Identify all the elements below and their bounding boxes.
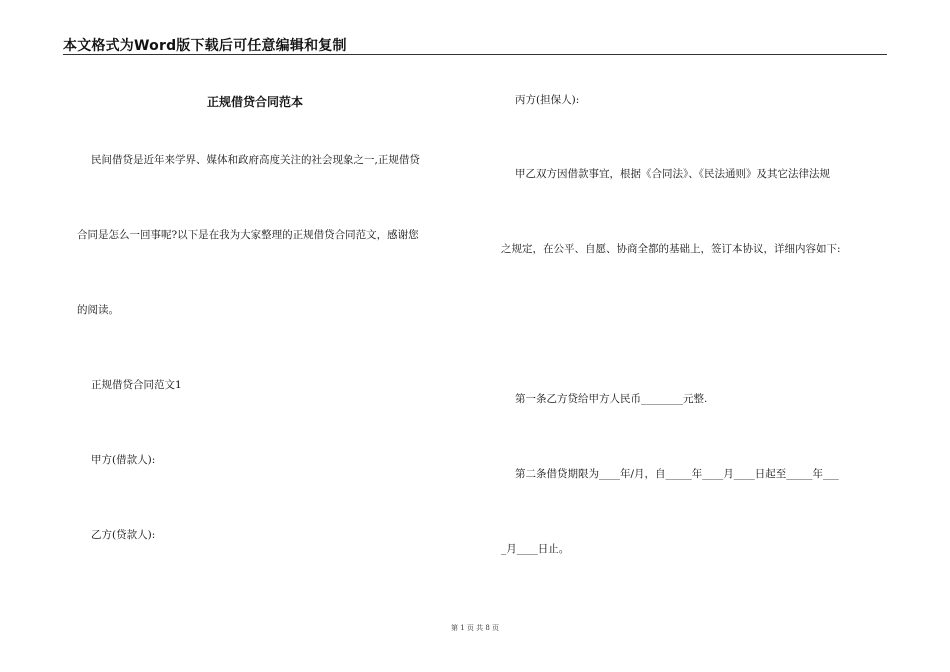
clause-line: _月____日止。: [501, 543, 570, 555]
paragraph-line: 的阅读。: [77, 304, 119, 316]
header-text: 本文格式为Word版下载后可任意编辑和复制: [63, 38, 347, 54]
paragraph-line: 民间借贷是近年来学界、媒体和政府高度关注的社会现象之一,正规借贷: [91, 154, 420, 166]
paragraph-line: 之规定，在公平、自愿、协商全都的基础上，签订本协议，详细内容如下:: [501, 243, 841, 255]
page-footer: 第 1 页 共 8 页: [450, 624, 500, 632]
party-b-label: 乙方(贷款人):: [91, 529, 156, 541]
party-a-label: 甲方(借款人):: [91, 454, 156, 466]
paragraph-line: 甲乙双方因借款事宜，根据《合同法》、《民法通则》及其它法律法规: [515, 168, 830, 180]
clause-line: 第一条乙方贷给甲方人民币________元整.: [515, 393, 708, 405]
right-column: [475, 0, 950, 672]
paragraph-line: 合同是怎么一回事呢?以下是在我为大家整理的正规借贷合同范文，感谢您: [77, 229, 419, 241]
document-title: 正规借贷合同范本: [207, 95, 304, 109]
section-heading: 正规借贷合同范文1: [91, 379, 182, 391]
party-c-label: 丙方(担保人):: [515, 94, 580, 106]
clause-line: 第二条借贷期限为____年/月，自_____年____月____日起至_____年___: [515, 468, 839, 480]
